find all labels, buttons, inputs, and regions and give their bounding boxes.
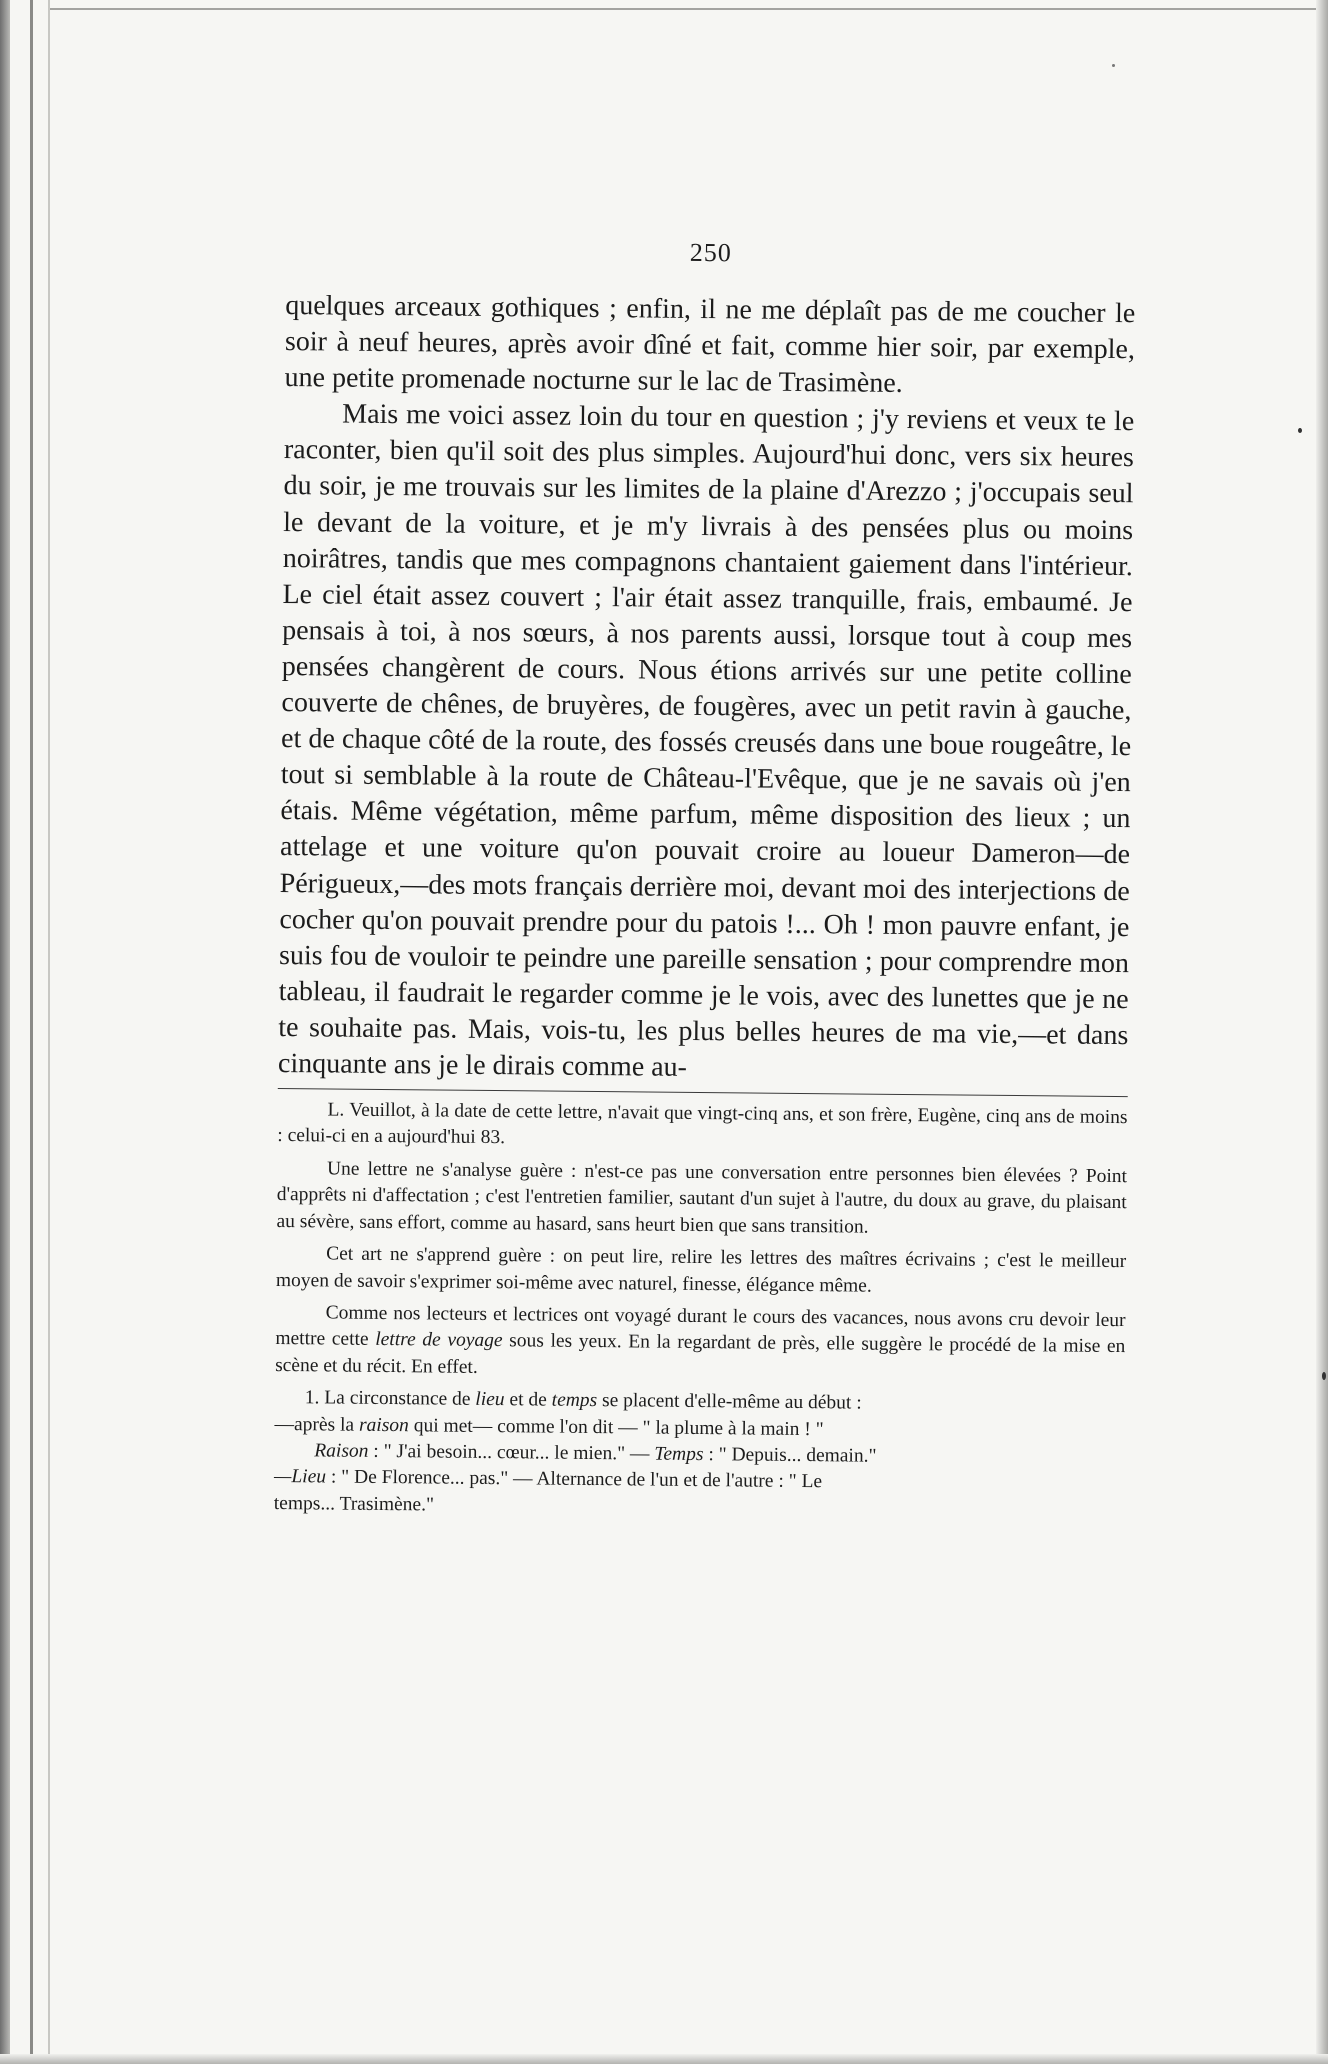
note-text: sous les yeux. En la regardant de près, elle suggère le procédé de la mise en scène et du récit. En effet. [275,1330,1126,1378]
editor-note: Une lettre ne s'analyse guère : n'est-ce pas une conversation entre personnes bien élevées ? Point d'apprêts ni d'affectation ; c'est l'entretien familier, sautant d'un sujet à l'autre, du doux au grave, du plaisant au sévère, sans effort, comme au hasard, sans heurt bien que sans transition. [276,1158,1128,1238]
main-text [278,288,1136,1090]
book-page [274,232,1136,1525]
note-italic: raison [358,1414,409,1436]
editor-note [275,1300,1126,1387]
note-text: Comme nos lecteurs et lectrices ont voyagé durant le cours des vacances, nous avons cru devoir leur mettre cette [275,1302,1126,1351]
page-stack-edge [30,0,33,2064]
note-text: : " De Florence... pas." — Alternance de l'un et de l'autre : " Le [325,1466,823,1493]
ink-speck [1112,64,1115,67]
note-italic: Raison [314,1440,369,1462]
footnote: L. Veuillot, à la date de cette lettre, n'avait que vingt-cinq ans, et son frère, Eugène, cinq ans de moins : celui-ci en a aujourd'hui 83. [277,1099,1128,1149]
ink-speck [1322,1372,1326,1380]
note-text: se placent d'elle-même au début : [597,1390,862,1414]
page-bottom-edge [0,2054,1328,2064]
note-text: qui met— comme l'on dit — " la plume à la main ! " [408,1414,824,1440]
note-text: et de [504,1389,552,1411]
note-italic: lettre de voyage [375,1329,503,1352]
footnote-rule [278,1088,1128,1097]
ink-speck [1298,428,1302,433]
page-number: 250 [689,237,732,268]
editor-note: Cet art ne s'apprend guère : on peut lire, relire les lettres des maîtres écrivains ; c'est le meilleur moyen de savoir s'exprimer soi-même avec naturel, finesse, élégance même. [275,1243,1127,1297]
page-stack-edge-inner [48,0,50,2064]
note-text: : " J'ai besoin... cœur... le mien." — [368,1440,655,1465]
footnotes [274,1097,1128,1525]
page-right-edge [1316,0,1328,2064]
paragraph: Mais me voici assez loin du tour en question ; j'y reviens et veux te le raconter, bien qu'il soit des plus simples. Aujourd'hui donc, vers six heures du soir, je me trouvais sur les limites de la plaine d'Arezzo ; j'occupais seul le devant de la voiture, et je m'y livrais à des pensées plus ou moins noirâtres, tandis que mes compagnons chantaient gaiement dans l'intérieur. Le ciel était assez couvert ; l'air était assez tranquille, frais, embaumé. Je pensais à toi, à nos sœurs, à nos parents aussi, lorsque tout à coup mes pensées changèrent de cours. Nous étions arrivés sur une petite colline couverte de chênes, de bruyères, de fougères, avec un petit ravin à gauche, et de chaque côté de la route, des fossés creusés dans une boue rougeâtre, le tout si semblable à la route de Château-l'Evêque, que je ne savais où j'en étais. Même végétation, même parfum, même disposition des lieux ; un attelage et une voiture qu'on pouvait croire au loueur Dameron—de Périgueux,—des mots français derrière moi, devant moi des interjections de cocher qu'on pouvait prendre pour du patois !... Oh ! mon pauvre enfant, je suis fou de vouloir te peindre une pareille sensation ; pour comprendre mon tableau, il faudrait le regarder comme je le vois, avec des lunettes que je ne te souhaite pas. Mais, vois-tu, les plus belles heures de ma vie,—et dans cinquante ans je le dirais comme au- [277,398,1135,1083]
note-text: —après la [274,1413,360,1436]
binding-shadow [0,0,10,2064]
footnote-numbered [274,1385,1125,1525]
note-italic: —Lieu [273,1466,327,1488]
page-top-edge [50,8,1328,10]
note-text: : " Depuis... demain." [703,1444,877,1467]
note-italic: lieu [475,1388,505,1411]
footnote-marker: 1. [304,1387,320,1409]
note-text: La circonstance de [319,1387,476,1410]
footnote-line: temps... Trasimène." [273,1492,435,1516]
note-italic: Temps [654,1443,704,1466]
paragraph: quelques arceaux gothiques ; enfin, il ne me déplaît pas de me coucher le soir à neuf heures, après avoir dîné et fait, comme hier soir, par exemple, une petite promenade nocturne sur le lac de Trasimène. [284,289,1136,400]
note-italic: temps [551,1389,598,1412]
